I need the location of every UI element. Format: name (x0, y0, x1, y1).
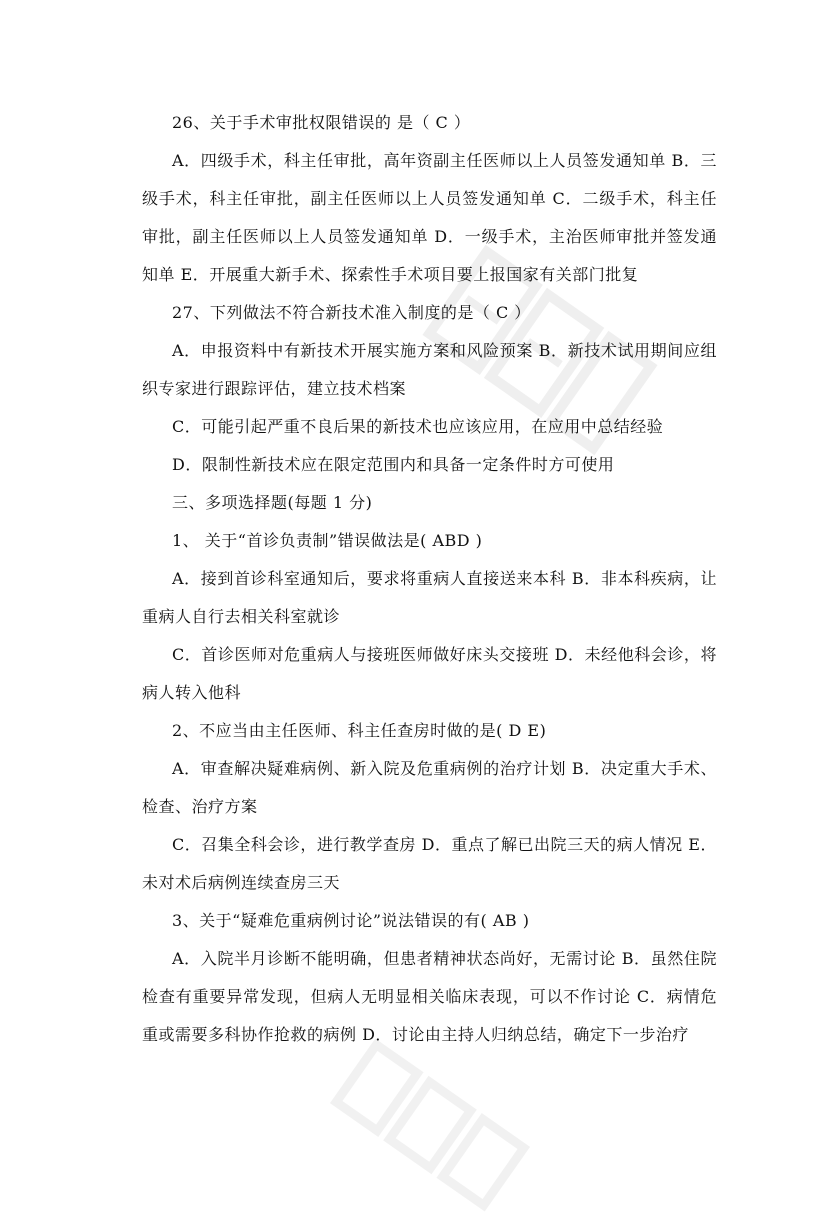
question-27: 27、下列做法不符合新技术准入制度的是（ C ） (172, 303, 531, 322)
mc-question-1: 1、 关于“首诊负责制”错误做法是( ABD ) (172, 531, 483, 550)
mc-question-3: 3、关于“疑难危重病例讨论”说法错误的有( AB ) (172, 911, 530, 930)
question-26-options: A．四级手术，科主任审批，高年资副主任医师以上人员签发通知单 B．三级手术，科主任审批，副主任医师以上人员签发通知单 C．二级手术，科主任审批，副主任医师以上人员签发通知单 D．一级手术，主治医师审批并签发通知单 E．开展重大新手术、探索性手术项目要上报国家有关部门批复 (142, 151, 717, 284)
mc-question-2-options-cde: C．召集全科会诊，进行教学查房 D．重点了解已出院三天的病人情况 E．未对术后病例连续查房三天 (142, 835, 717, 892)
mc-question-3-options: A．入院半月诊断不能明确，但患者精神状态尚好，无需讨论 B．虽然住院检查有重要异常发现，但病人无明显相关临床表现，可以不作讨论 C．病情危重或需要多科协作抢救的病例 D．讨论由主持人归纳总结，确定下一步治疗 (142, 949, 717, 1044)
question-27-option-d: D．限制性新技术应在限定范围内和具备一定条件时方可使用 (172, 455, 615, 474)
question-27-options-ab: A．申报资料中有新技术开展实施方案和风险预案 B．新技术试用期间应组织专家进行跟踪评估，建立技术档案 (142, 341, 717, 398)
document-body (142, 104, 717, 1054)
mc-question-2: 2、不应当由主任医师、科主任查房时做的是( D E) (172, 721, 547, 740)
mc-question-2-options-ab: A．审查解决疑难病例、新入院及危重病例的治疗计划 B．决定重大手术、检查、治疗方案 (142, 759, 717, 816)
question-26: 26、关于手术审批权限错误的 是（ C ） (172, 113, 471, 132)
mc-question-1-options-ab: A．接到首诊科室通知后，要求将重病人直接送来本科 B．非本科疾病，让重病人自行去相关科室就诊 (142, 569, 717, 626)
watermark-logo-bottom (322, 1031, 537, 1219)
section-heading-multiple-choice: 三、多项选择题(每题 1 分) (172, 493, 373, 512)
question-27-option-c: C．可能引起严重不良后果的新技术也应该应用，在应用中总结经验 (172, 417, 664, 436)
mc-question-1-options-cd: C．首诊医师对危重病人与接班医师做好床头交接班 D．未经他科会诊，将病人转入他科 (142, 645, 717, 702)
